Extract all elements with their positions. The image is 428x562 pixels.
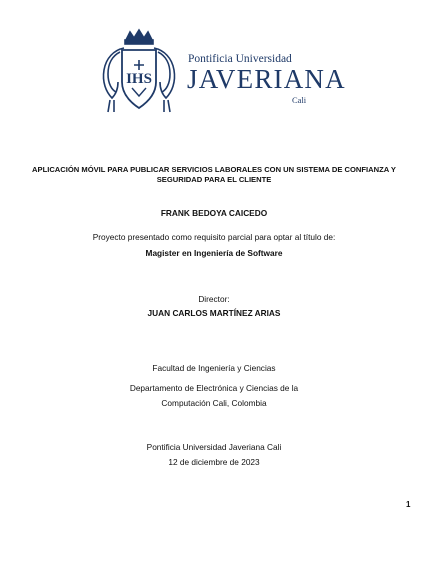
university-seal-icon <box>96 26 182 118</box>
requirement-text: Proyecto presentado como requisito parcial para optar al título de: <box>92 232 336 242</box>
university-logo <box>96 26 346 118</box>
department-line-1: Departamento de Electrónica y Ciencias de la <box>129 383 299 393</box>
logo-text-pontificia: Pontificia Universidad <box>188 53 292 65</box>
faculty-name: Facultad de Ingeniería y Ciencias <box>152 363 276 373</box>
director-label: Director: <box>198 294 230 304</box>
university-name: Pontificia Universidad Javeriana Cali <box>146 442 282 452</box>
degree-name: Magister en Ingeniería de Software <box>145 248 283 258</box>
department-line-2: Computación Cali, Colombia <box>161 398 267 408</box>
date: 12 de diciembre de 2023 <box>168 457 260 467</box>
thesis-title-line-1: APLICACIÓN MÓVIL PARA PUBLICAR SERVICIOS LABORALES CON UN SISTEMA DE CONFIANZA Y <box>32 165 396 174</box>
thesis-title-line-2: SEGURIDAD PARA EL CLIENTE <box>156 175 272 184</box>
director-name: JUAN CARLOS MARTÍNEZ ARIAS <box>147 308 281 318</box>
page-number: 1 <box>406 500 411 509</box>
author-name: FRANK BEDOYA CAICEDO <box>160 208 268 218</box>
logo-text-cali: Cali <box>292 95 307 105</box>
logo-text-javeriana: JAVERIANA <box>187 64 346 94</box>
svg-text:IHS: IHS <box>126 71 152 87</box>
